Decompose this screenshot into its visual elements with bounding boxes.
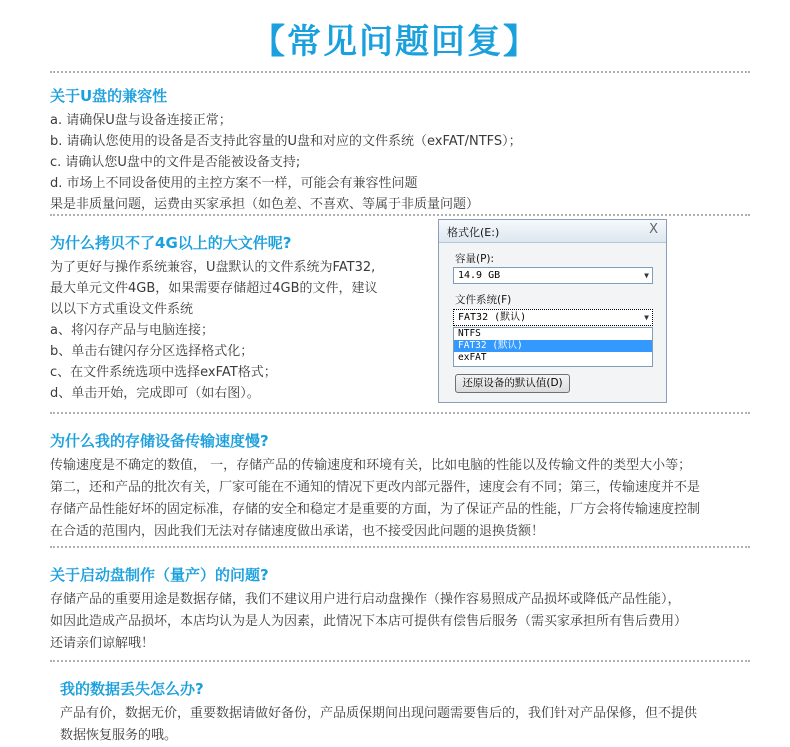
restore-defaults-button[interactable]: 还原设备的默认值(D) [455, 374, 570, 393]
divider [50, 660, 750, 662]
text-line: 最大单元文件4GB，如果需要存储超过4GB的文件，建议 [50, 281, 378, 296]
filesystem-value: FAT32 (默认) [458, 312, 527, 323]
text-line: 存储产品性能好坏的固定标准，存储的安全和稳定才是重要的方面，为了保证产品的性能，厂方会将传输速度控制 [50, 502, 701, 517]
divider [50, 546, 750, 548]
capacity-value: 14.9 GB [458, 270, 501, 281]
filesystem-label: 文件系统(F) [455, 294, 512, 306]
chevron-down-icon: ▼ [644, 313, 649, 322]
text-line: 数据恢复服务的哦。 [60, 728, 178, 743]
divider [50, 412, 750, 414]
text-line: a、将闪存产品与电脑连接； [50, 323, 214, 338]
chevron-down-icon: ▼ [644, 271, 649, 280]
filesystem-select[interactable] [453, 309, 653, 326]
divider [50, 71, 750, 73]
section-title: 为什么拷贝不了4G以上的大文件呢? [50, 234, 292, 252]
dialog-titlebar [439, 220, 666, 243]
text-line: 第二，还和产品的批次有关，厂家可能在不通知的情况下更改内部元器件，速度会有不同；第三，传输速度并不是 [50, 480, 701, 495]
section-title: 关于启动盘制作（量产）的问题? [50, 566, 269, 584]
text-line: 存储产品的重要用途是数据存储，我们不建议用户进行启动盘操作（操作容易照成产品损坏或降低产品性能）， [50, 592, 681, 607]
page-title: 【常见问题回复】 [251, 22, 539, 62]
capacity-select[interactable] [453, 267, 653, 284]
text-line: 在合适的范围内，因此我们无法对存储速度做出承诺，也不接受因此问题的退换货额！ [50, 524, 545, 539]
format-dialog [438, 219, 667, 403]
section-title: 为什么我的存储设备传输速度慢? [50, 432, 269, 450]
filesystem-dropdown-list [453, 327, 653, 367]
section-title: 我的数据丢失怎么办? [60, 680, 204, 698]
text-line: 为了更好与操作系统兼容，U盘默认的文件系统为FAT32, [50, 260, 376, 275]
text-line: 果是非质量问题，运费由买家承担（如色差、不喜欢、等属于非质量问题） [50, 197, 480, 212]
dropdown-option-ntfs[interactable]: NTFS [458, 328, 481, 339]
text-line: c. 请确认您U盘中的文件是否能被设备支持; [50, 155, 301, 170]
dialog-title: 格式化(E:) [447, 226, 500, 239]
capacity-label: 容量(P): [455, 253, 495, 265]
text-line: d. 市场上不同设备使用的主控方案不一样，可能会有兼容性问题 [50, 176, 418, 191]
dialog-body [439, 243, 666, 402]
section-title: 关于U盘的兼容性 [50, 87, 168, 105]
text-line: c、在文件系统选项中选择exFAT格式； [50, 365, 277, 380]
text-line: 产品有价，数据无价，重要数据请做好备份，产品质保期间出现问题需要售后的，我们针对产品保修，但不提供 [60, 706, 698, 721]
text-line: 如因此造成产品损坏，本店均认为是人为因素，此情况下本店可提供有偿售后服务（需买家承担所有售后费用） [50, 614, 688, 629]
section-boot-disk [50, 564, 760, 655]
section-large-file [50, 232, 430, 404]
text-line: 以以下方式重设文件系统 [50, 302, 194, 317]
text-line: b、单击右键闪存分区选择格式化； [50, 344, 254, 359]
divider [50, 214, 750, 216]
text-line: 还请亲们谅解哦！ [50, 636, 155, 651]
text-line: d、单击开始，完成即可（如右图）。 [50, 386, 260, 401]
section-transfer-speed [50, 430, 760, 543]
dropdown-option-exfat[interactable]: exFAT [458, 352, 487, 363]
dropdown-option-fat32[interactable]: FAT32 (默认) [454, 340, 652, 352]
section-data-loss [60, 678, 770, 747]
text-line: b. 请确认您使用的设备是否支持此容量的U盘和对应的文件系统（exFAT/NTFS）； [50, 134, 522, 149]
section-usb-compatibility [50, 85, 760, 215]
text-line: a. 请确保U盘与设备连接正常； [50, 113, 232, 128]
text-line: 传输速度是不确定的数值， 一，存储产品的传输速度和环境有关，比如电脑的性能以及传输文件的类型大小等； [50, 458, 692, 473]
close-icon[interactable]: X [649, 222, 658, 237]
